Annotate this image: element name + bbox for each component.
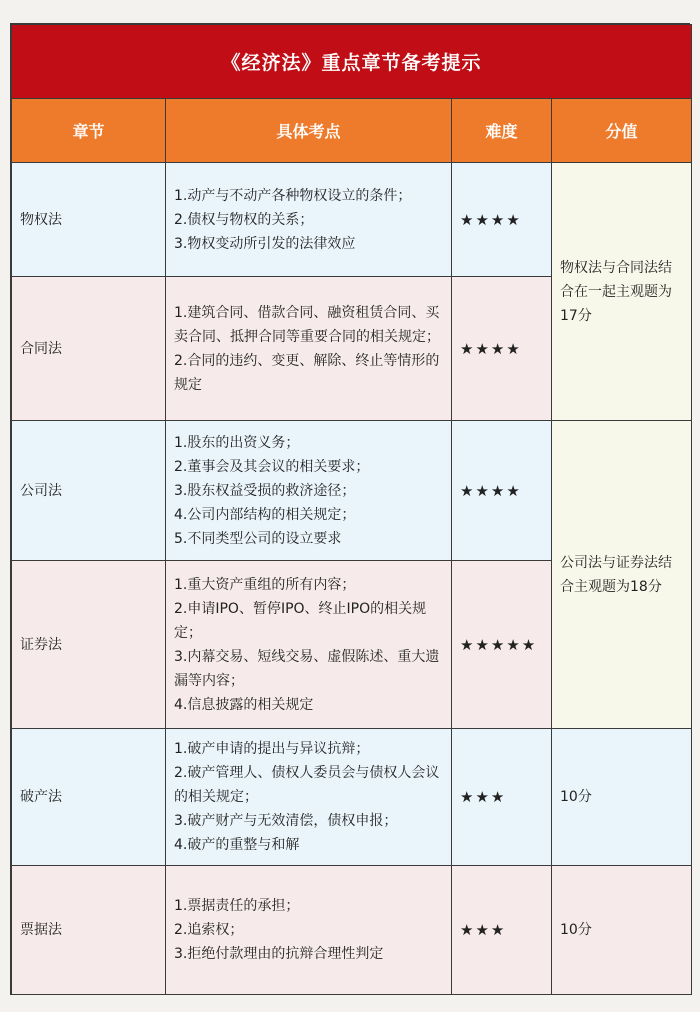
table-row [12, 866, 692, 995]
table-row [12, 729, 692, 866]
point-item: 5.不同类型公司的设立要求 [174, 530, 342, 547]
exam-tips-table [11, 24, 692, 995]
header-score: 分值 [552, 99, 692, 163]
point-item: 2.董事会及其会议的相关要求； [174, 458, 370, 475]
point-item: 3.内幕交易、短线交易、虚假陈述、重大遗漏等内容； [174, 648, 440, 689]
points-cell [166, 866, 452, 995]
point-item: 4.破产的重整与和解 [174, 837, 300, 853]
difficulty-stars: ★★★ [452, 866, 552, 995]
point-item: 1.破产申请的提出与异议抗辩； [174, 741, 370, 757]
header-chapter: 章节 [12, 99, 166, 163]
difficulty-stars: ★★★★ [452, 163, 552, 277]
score-cell: 10分 [552, 866, 692, 995]
point-item: 3.股东权益受损的救济途径； [174, 482, 356, 499]
points-cell [166, 277, 452, 421]
score-cell: 10分 [552, 729, 692, 866]
point-item: 4.信息披露的相关规定 [174, 696, 314, 713]
chapter-cell: 物权法 [12, 163, 166, 277]
point-item: 1.重大资产重组的所有内容； [174, 576, 356, 593]
difficulty-stars: ★★★★★ [452, 561, 552, 729]
exam-tips-table-card [10, 23, 690, 995]
point-item: 1.动产与不动产各种物权设立的条件； [174, 187, 412, 204]
point-item: 1.建筑合同、借款合同、融资租赁合同、买卖合同、抵押合同等重要合同的相关规定； [174, 304, 440, 345]
table-row [12, 421, 692, 561]
points-cell [166, 421, 452, 561]
point-item: 3.拒绝付款理由的抗辩合理性判定 [174, 946, 384, 962]
point-item: 1.票据责任的承担； [174, 898, 300, 914]
difficulty-stars: ★★★ [452, 729, 552, 866]
point-item: 2.破产管理人、债权人委员会与债权人会议的相关规定； [174, 765, 440, 805]
point-item: 4.公司内部结构的相关规定； [174, 506, 356, 523]
points-cell [166, 163, 452, 277]
header-points: 具体考点 [166, 99, 452, 163]
chapter-cell: 公司法 [12, 421, 166, 561]
table-title: 《经济法》重点章节备考提示 [12, 25, 692, 99]
point-item: 2.申请IPO、暂停IPO、终止IPO的相关规定； [174, 600, 427, 641]
chapter-cell: 合同法 [12, 277, 166, 421]
difficulty-stars: ★★★★ [452, 277, 552, 421]
point-item: 2.合同的违约、变更、解除、终止等情形的规定 [174, 352, 440, 393]
point-item: 1.股东的出资义务； [174, 434, 300, 451]
header-difficulty: 难度 [452, 99, 552, 163]
point-item: 2.债权与物权的关系； [174, 211, 314, 228]
score-cell: 物权法与合同法结合在一起主观题为17分 [552, 163, 692, 421]
chapter-cell: 票据法 [12, 866, 166, 995]
difficulty-stars: ★★★★ [452, 421, 552, 561]
point-item: 2.追索权； [174, 922, 244, 938]
point-item: 3.破产财产与无效清偿，债权申报； [174, 813, 398, 829]
point-item: 3.物权变动所引发的法律效应 [174, 235, 356, 252]
chapter-cell: 证券法 [12, 561, 166, 729]
chapter-cell: 破产法 [12, 729, 166, 866]
table-row [12, 163, 692, 277]
points-cell [166, 729, 452, 866]
score-cell: 公司法与证券法结合主观题为18分 [552, 421, 692, 729]
points-cell [166, 561, 452, 729]
